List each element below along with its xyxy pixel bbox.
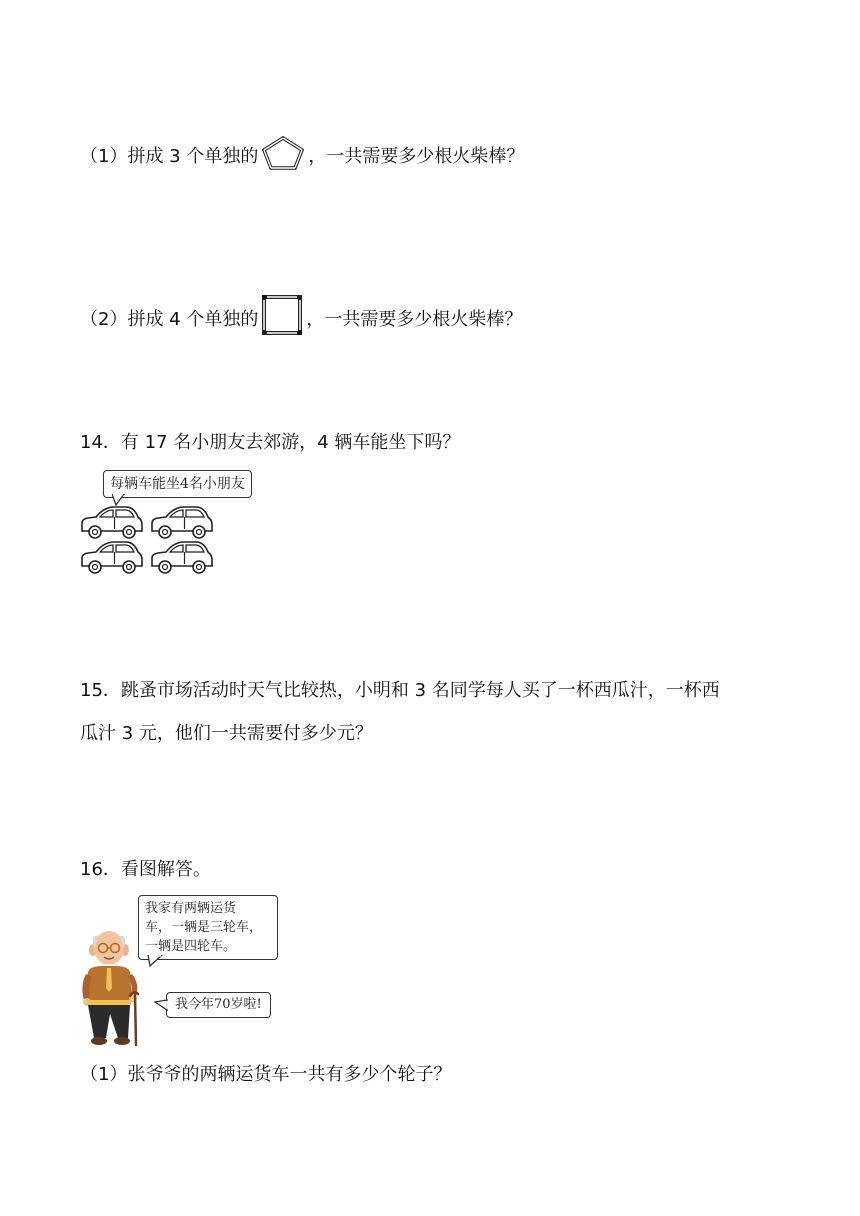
q15-question-line1: 15．跳蚤市场活动时天气比较热，小明和 3 名同学每人买了一杯西瓜汁，一杯西 — [80, 680, 720, 701]
square-matchstick-icon — [260, 293, 304, 337]
q13-part1-prefix: （1）拼成 3 个单独的 — [80, 146, 259, 167]
q13-part2-suffix: ，一共需要多少根火柴棒？ — [306, 309, 523, 330]
car-icon — [152, 542, 212, 573]
q13-part2 — [80, 293, 522, 337]
q14-bubble-text: 每辆车能坐4名小朋友 — [110, 476, 245, 492]
q16-speech-bubble-2 — [166, 992, 271, 1018]
pentagon-matchstick-icon — [260, 134, 306, 172]
q16-speech-bubble-1 — [138, 895, 278, 960]
q14-cars — [78, 503, 218, 575]
q16-part1: （1）张爷爷的两辆运货车一共有多少个轮子？ — [80, 1064, 452, 1085]
q15-question-line2: 瓜汁 3 元，他们一共需要付多少元？ — [80, 723, 373, 744]
q14-question: 14．有 17 名小朋友去郊游，4 辆车能坐下吗？ — [80, 432, 461, 453]
q16-bubble1-line: 我家有两辆运货 — [145, 901, 237, 916]
car-icon — [82, 507, 142, 538]
q16-bubble1-line: 一辆是四轮车。 — [145, 939, 237, 954]
q16-bubble1-tail — [146, 955, 164, 967]
q13-part1-suffix: ，一共需要多少根火柴棒？ — [308, 146, 525, 167]
q16-bubble2-tail — [154, 998, 168, 1012]
q16-bubble2-text: 我今年70岁啦! — [175, 997, 262, 1012]
car-icon — [152, 507, 212, 538]
q13-part1 — [80, 134, 524, 172]
q16-question: 16．看图解答。 — [80, 859, 211, 880]
q13-part2-prefix: （2）拼成 4 个单独的 — [80, 309, 259, 330]
car-icon — [82, 542, 142, 573]
grandpa-icon — [76, 928, 146, 1048]
q16-bubble1-line: 车，一辆是三轮车， — [145, 920, 263, 935]
